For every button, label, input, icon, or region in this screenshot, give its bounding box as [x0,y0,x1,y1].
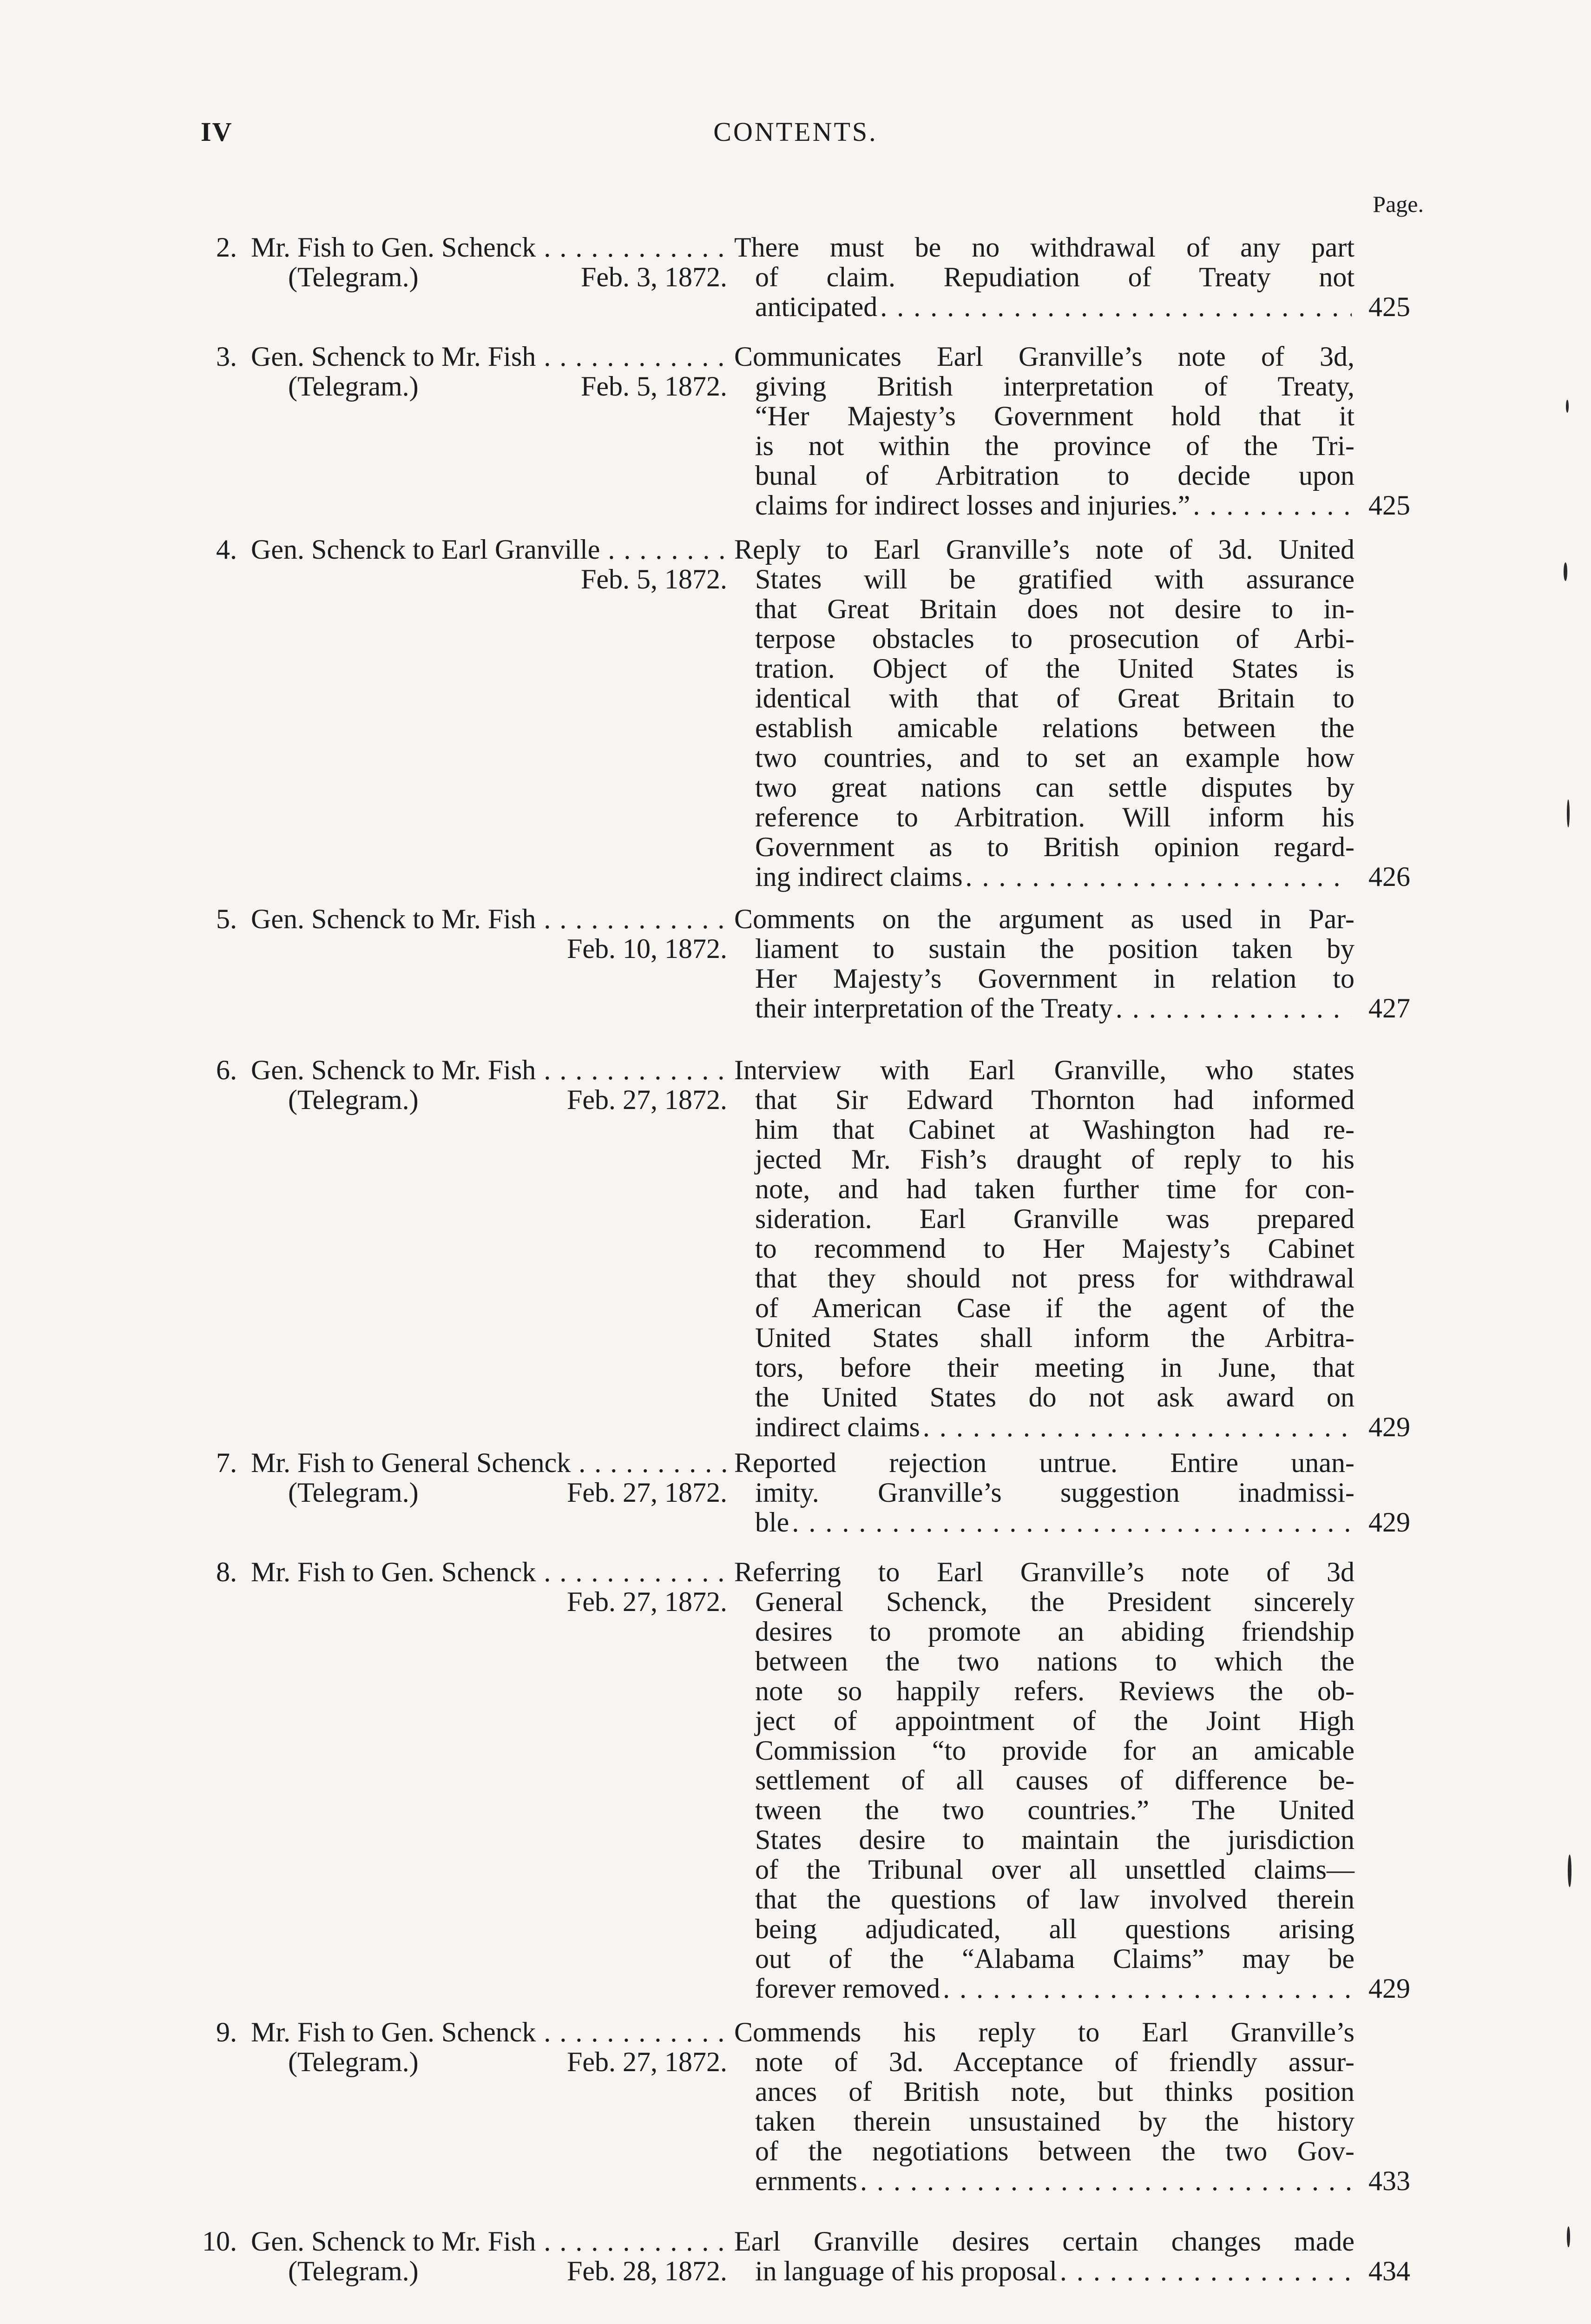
entry-date: Feb. 27, 1872. [567,1477,727,1508]
entry-date: Feb. 5, 1872. [581,371,727,402]
summary-line: tration. Object of the United States is [755,653,1354,684]
summary-line: imity. Granville’s suggestion inadmissi- [755,1477,1354,1508]
summary-line: There must be no withdrawal of any part [734,232,1354,263]
dot-leader [536,342,734,371]
entry-correspondents [251,535,734,564]
entry-number: 7. [216,1447,237,1478]
summary-line: Reply to Earl Granville’s note of 3d. United [734,534,1354,565]
summary-line: of claim. Repudiation of Treaty not [755,262,1354,292]
summary-line: General Schenck, the President sincerely [755,1586,1354,1617]
page-reference: 429 [1368,1507,1410,1538]
entry-correspondents [251,2017,734,2047]
summary-line: him that Cabinet at Washington had re- [755,1114,1354,1145]
dot-leader [536,232,734,262]
summary-line: ances of British note, but thinks position [755,2076,1354,2107]
entry-correspondents [251,904,734,934]
summary-line: Comments on the argument as used in Par- [734,904,1354,934]
entry-correspondents [251,2226,734,2256]
entry-number: 4. [216,534,237,565]
summary-line: Interview with Earl Granville, who states [734,1055,1354,1085]
dot-leader [536,2017,734,2047]
summary-line: bunal of Arbitration to decide upon [755,460,1354,491]
summary-line-text: indirect claims [755,1412,920,1442]
dot-leader [860,2166,1352,2196]
entry-summary [734,1055,1354,1442]
dot-leader [880,292,1352,322]
summary-line: identical with that of Great Britain to [755,683,1354,713]
summary-line: that they should not press for withdrawal [755,1263,1354,1294]
summary-line: note, and had taken further time for con- [755,1174,1354,1204]
summary-line-text: in language of his proposal [755,2256,1057,2286]
page-header [0,116,1591,163]
entry-summary [734,904,1354,1023]
dot-leader [536,1055,734,1085]
correspondents-text: Mr. Fish to Gen. Schenck [251,2017,536,2047]
scan-speck [1568,1855,1571,1887]
page-reference: 433 [1368,2166,1410,2196]
dot-leader [536,2226,734,2256]
summary-line: of the negotiations between the two Gov- [755,2136,1354,2166]
entry-number: 2. [216,232,237,263]
summary-line-text: ernments [755,2166,857,2196]
summary-line: States desire to maintain the jurisdiction [755,1824,1354,1855]
entry-number: 3. [216,341,237,372]
telegram-label: (Telegram.) [288,1477,419,1508]
telegram-label: (Telegram.) [288,2047,419,2077]
dot-leader [600,535,734,564]
correspondents-text: Gen. Schenck to Mr. Fish [251,342,536,371]
running-title: CONTENTS. [713,117,878,147]
correspondents-text: Gen. Schenck to Earl Granville [251,535,600,564]
entry-date: Feb. 10, 1872. [567,933,727,964]
summary-line: tors, before their meeting in June, that [755,1352,1354,1383]
summary-line: being adjudicated, all questions arising [755,1914,1354,1944]
summary-line-text: forever removed [755,1973,940,2004]
entry-date: Feb. 27, 1872. [567,1586,727,1617]
summary-line: desires to promote an abiding friendship [755,1616,1354,1647]
summary-line: establish amicable relations between the [755,713,1354,743]
entry-summary [734,341,1354,521]
page-reference: 429 [1368,1412,1410,1442]
entry-date: Feb. 3, 1872. [581,262,727,292]
summary-line: that Great Britain does not desire to in- [755,594,1354,624]
scan-speck [1567,799,1570,827]
summary-line [755,993,1354,1023]
entry-summary [734,534,1354,892]
summary-line: taken therein unsustained by the history [755,2106,1354,2137]
dot-leader [1116,993,1352,1023]
summary-line [755,1974,1354,2003]
entry-summary [734,1447,1354,1538]
correspondents-text: Gen. Schenck to Mr. Fish [251,1055,536,1085]
summary-line: to recommend to Her Majesty’s Cabinet [755,1233,1354,1264]
dot-leader [571,1448,734,1478]
summary-line [755,862,1354,891]
summary-line: two great nations can settle disputes by [755,772,1354,803]
page-reference: 425 [1368,291,1410,322]
correspondents-text: Mr. Fish to General Schenck [251,1448,571,1478]
entry-number: 8. [216,1557,237,1587]
summary-line: liament to sustain the position taken by [755,933,1354,964]
summary-line: giving British interpretation of Treaty, [755,371,1354,402]
entry-date: Feb. 28, 1872. [567,2256,727,2286]
dot-leader [923,1412,1352,1442]
correspondents-text: Mr. Fish to Gen. Schenck [251,232,536,262]
page-number-roman: IV [201,117,233,147]
dot-leader [1060,2256,1352,2286]
summary-line-text: ble [755,1507,789,1538]
entry-date: Feb. 27, 1872. [567,1084,727,1115]
scan-speck [1566,400,1569,413]
page-reference: 434 [1368,2256,1410,2286]
scan-speck [1564,562,1567,581]
summary-line: of the Tribunal over all unsettled claims— [755,1854,1354,1885]
summary-line: sideration. Earl Granville was prepared [755,1203,1354,1234]
entry-number: 6. [216,1055,237,1085]
summary-line-text: ing indirect claims [755,861,963,892]
page-reference: 429 [1368,1973,1410,2004]
dot-leader [1193,490,1352,520]
page-reference: 425 [1368,490,1410,521]
telegram-label: (Telegram.) [288,1084,419,1115]
dot-leader [966,862,1352,891]
summary-line: Referring to Earl Granville’s note of 3d [734,1557,1354,1587]
summary-line: United States shall inform the Arbitra- [755,1322,1354,1353]
summary-line: jected Mr. Fish’s draught of reply to his [755,1144,1354,1175]
page-reference: 426 [1368,861,1410,892]
summary-line: reference to Arbitration. Will inform his [755,802,1354,832]
summary-line: ject of appointment of the Joint High [755,1705,1354,1736]
telegram-label: (Telegram.) [288,2256,419,2286]
summary-line: “Her Majesty’s Government hold that it [755,401,1354,431]
summary-line: of American Case if the agent of the [755,1293,1354,1323]
entry-correspondents [251,1055,734,1085]
summary-line: note of 3d. Acceptance of friendly assur- [755,2047,1354,2077]
entry-summary [734,1557,1354,2004]
summary-line: that the questions of law involved therein [755,1884,1354,1915]
summary-line: out of the “Alabama Claims” may be [755,1943,1354,1974]
entry-summary [734,2017,1354,2196]
summary-line: Communicates Earl Granville’s note of 3d, [734,341,1354,372]
summary-line: Her Majesty’s Government in relation to [755,963,1354,994]
summary-line: terpose obstacles to prosecution of Arbi- [755,623,1354,654]
summary-line: Commission “to provide for an amicable [755,1735,1354,1766]
summary-line-text: their interpretation of the Treaty [755,993,1113,1023]
entry-correspondents [251,342,734,371]
telegram-label: (Telegram.) [288,371,419,402]
dot-leader [536,1557,734,1587]
dot-leader [943,1974,1352,2003]
summary-line [755,2166,1354,2196]
scan-speck [1567,2226,1570,2247]
dot-leader [536,904,734,934]
summary-line: settlement of all causes of difference be- [755,1765,1354,1796]
summary-line: tween the two countries.” The United [755,1795,1354,1825]
summary-line: Earl Granville desires certain changes made [734,2226,1354,2257]
entry-number: 5. [216,904,237,934]
telegram-label: (Telegram.) [288,262,419,292]
entry-date: Feb. 5, 1872. [581,564,727,594]
summary-line [755,490,1354,520]
summary-line: the United States do not ask award on [755,1382,1354,1413]
entry-correspondents [251,232,734,262]
summary-line: two countries, and to set an example how [755,742,1354,773]
summary-line: Reported rejection untrue. Entire unan- [734,1447,1354,1478]
page-column-label: Page. [1373,191,1424,217]
summary-line: that Sir Edward Thornton had informed [755,1084,1354,1115]
entry-date: Feb. 27, 1872. [567,2047,727,2077]
entry-summary [734,2226,1354,2286]
dot-leader [792,1507,1352,1537]
entry-correspondents [251,1557,734,1587]
correspondents-text: Mr. Fish to Gen. Schenck [251,1557,536,1587]
summary-line: Commends his reply to Earl Granville’s [734,2017,1354,2047]
summary-line: Government as to British opinion regard- [755,832,1354,862]
summary-line [755,1412,1354,1442]
summary-line: States will be gratified with assurance [755,564,1354,594]
entry-summary [734,232,1354,322]
entry-number: 9. [216,2017,237,2047]
summary-line: between the two nations to which the [755,1646,1354,1677]
entry-correspondents [251,1448,734,1478]
entry-number: 10. [202,2226,237,2257]
summary-line [755,2256,1354,2286]
summary-line [755,1507,1354,1537]
summary-line [755,292,1354,322]
correspondents-text: Gen. Schenck to Mr. Fish [251,904,536,934]
correspondents-text: Gen. Schenck to Mr. Fish [251,2226,536,2256]
summary-line: is not within the province of the Tri- [755,430,1354,461]
summary-line-text: claims for indirect losses and injuries.” [755,490,1190,521]
summary-line: note so happily refers. Reviews the ob- [755,1676,1354,1706]
summary-line-text: anticipated [755,291,878,322]
page-reference: 427 [1368,993,1410,1023]
